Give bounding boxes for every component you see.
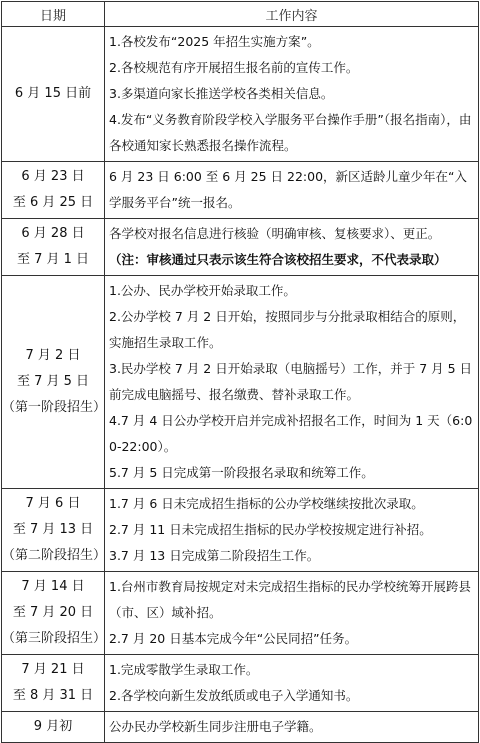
work-item: 6 月 23 日 6:00 至 6 月 25 日 22:00，新区适龄儿童少年在“入学服务平台”统一报名。 bbox=[109, 169, 468, 210]
date-line: 7 月 2 日 bbox=[25, 348, 81, 363]
date-line: 至 7 月 5 日 bbox=[16, 374, 90, 389]
date-line: （第二阶段招生） bbox=[2, 548, 107, 563]
date-cell bbox=[2, 276, 105, 489]
date-line: 至 7 月 1 日 bbox=[16, 252, 90, 267]
date-cell bbox=[2, 489, 105, 572]
work-item: 1.台州市教育局按规定对未完成招生指标的民办学校统筹开展跨县（市、区）域补招。 bbox=[109, 579, 471, 620]
work-item: 公办民办学校新生同步注册电子学籍。 bbox=[109, 719, 322, 734]
date-cell bbox=[2, 572, 105, 655]
column-header-date: 日期 bbox=[2, 2, 105, 27]
date-line: 至 6 月 25 日 bbox=[12, 195, 94, 210]
date-cell bbox=[2, 219, 105, 276]
work-content-cell bbox=[105, 219, 479, 276]
work-content-cell bbox=[105, 655, 479, 712]
date-line: 6 月 28 日 bbox=[21, 226, 85, 241]
work-item: 2.公办学校 7 月 2 日开始，按照同步与分批录取相结合的原则，实施招生录取工作。 bbox=[109, 309, 466, 350]
work-content-cell bbox=[105, 712, 479, 743]
work-item: 1.7 月 6 日未完成招生指标的公办学校继续按批次录取。 bbox=[109, 496, 424, 511]
table-row bbox=[2, 219, 479, 276]
date-cell bbox=[2, 27, 105, 162]
date-line: 7 月 21 日 bbox=[21, 662, 85, 677]
date-line: （第三阶段招生） bbox=[2, 631, 107, 646]
work-content-cell bbox=[105, 489, 479, 572]
table-row bbox=[2, 572, 479, 655]
date-cell bbox=[2, 712, 105, 743]
work-item: 2.7 月 11 日未完成招生指标的民办学校按规定进行补招。 bbox=[109, 522, 432, 537]
note-item: （注：审核通过只表示该生符合该校招生要求，不代表录取） bbox=[109, 252, 447, 267]
date-cell bbox=[2, 655, 105, 712]
table-row bbox=[2, 162, 479, 219]
table-row bbox=[2, 489, 479, 572]
column-header-work-content: 工作内容 bbox=[105, 2, 479, 27]
work-item: 2.各学校向新生发放纸质或电子入学通知书。 bbox=[109, 688, 359, 703]
work-item: 3.民办学校 7 月 2 日开始录取（电脑摇号）工作，并于 7 月 5 日前完成电脑摇号、报名缴费、替补录取工作。 bbox=[109, 361, 473, 402]
work-item: 1.各校发布“2025 年招生实施方案”。 bbox=[109, 34, 320, 49]
work-item: 4.发布“义务教育阶段学校入学服务平台操作手册”（报名指南），由各校通知家长熟悉报名操作流程。 bbox=[109, 112, 472, 153]
table-row bbox=[2, 655, 479, 712]
work-item: 3.多渠道向家长推送学校各类相关信息。 bbox=[109, 86, 334, 101]
table-row bbox=[2, 712, 479, 743]
table-row bbox=[2, 276, 479, 489]
work-item: 2.各校规范有序开展招生报名前的宣传工作。 bbox=[109, 60, 359, 75]
date-line: 至 8 月 31 日 bbox=[12, 688, 94, 703]
date-line: 至 7 月 13 日 bbox=[12, 522, 94, 537]
schedule-body bbox=[2, 27, 479, 743]
work-item: 各学校对报名信息进行核验（明确审核、复核要求）、更正。 bbox=[109, 226, 441, 241]
date-line: 至 7 月 20 日 bbox=[12, 605, 94, 620]
table-row bbox=[2, 27, 479, 162]
date-line: （第一阶段招生） bbox=[2, 400, 107, 415]
date-line: 6 月 15 日前 bbox=[14, 86, 92, 101]
date-line: 6 月 23 日 bbox=[21, 169, 85, 184]
work-content-cell bbox=[105, 276, 479, 489]
work-item: 2.7 月 20 日基本完成今年“公民同招”任务。 bbox=[109, 631, 358, 646]
work-item: 4.7 月 4 日公办学校开启并完成补招报名工作，时间为 1 天（6:00-22:00）。 bbox=[109, 413, 473, 454]
work-item: 1.公办、民办学校开始录取工作。 bbox=[109, 283, 296, 298]
work-item: 5.7 月 5 日完成第一阶段报名录取和统筹工作。 bbox=[109, 465, 374, 480]
work-content-cell bbox=[105, 162, 479, 219]
date-cell bbox=[2, 162, 105, 219]
table-header-row bbox=[2, 2, 479, 27]
work-content-cell bbox=[105, 27, 479, 162]
work-item: 1.完成零散学生录取工作。 bbox=[109, 662, 259, 677]
work-item: 3.7 月 13 日完成第二阶段招生工作。 bbox=[109, 548, 320, 563]
enrollment-schedule-table bbox=[1, 1, 479, 743]
date-line: 7 月 14 日 bbox=[21, 579, 85, 594]
date-line: 9 月初 bbox=[33, 719, 73, 734]
date-line: 7 月 6 日 bbox=[25, 496, 81, 511]
work-content-cell bbox=[105, 572, 479, 655]
